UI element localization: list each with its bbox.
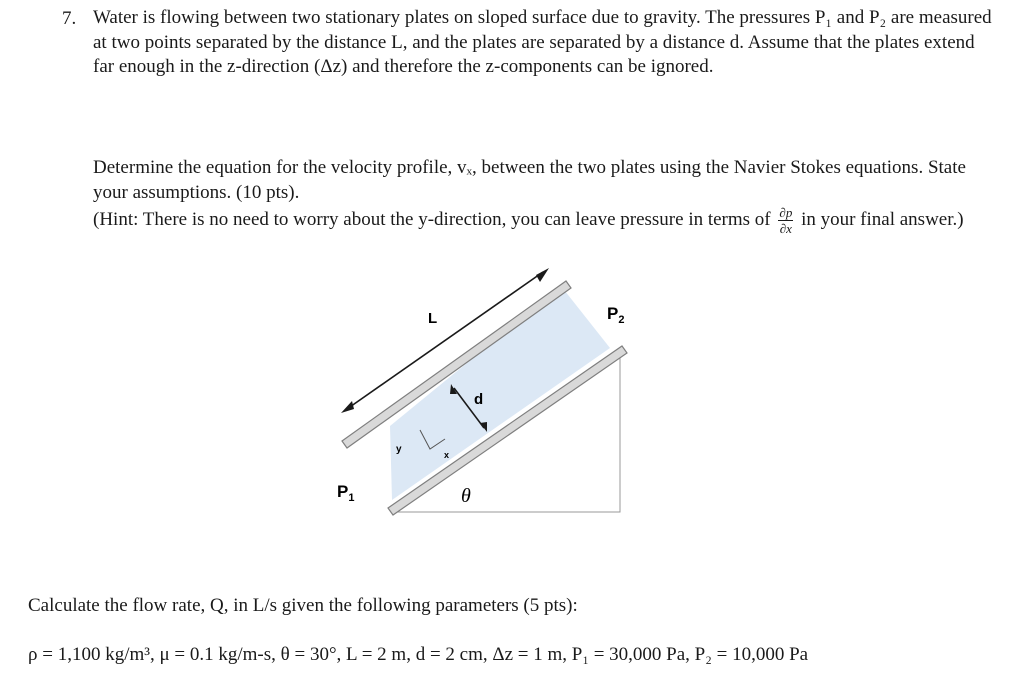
label-y-axis: y [396, 444, 402, 455]
dp-dx-denominator: ∂x [779, 221, 792, 237]
dp-dx-numerator: ∂p [779, 205, 793, 221]
problem-statement: Water is flowing between two stationary plates on sloped surface due to gravity. The pressures P₁ and P₂ are measured at two points separated by the distance L, and the plates are separated by a distance d. Assume that the plates extend far enough in the z-direction (Δz) and therefore the z-components can be ignored. [93, 7, 992, 77]
label-p2-letter: P [607, 304, 619, 323]
length-arrowhead-upper [536, 268, 549, 282]
label-theta: θ [461, 485, 471, 507]
label-x-axis: x [444, 450, 450, 460]
label-p2 [607, 304, 624, 326]
inclined-plates-diagram [0, 260, 1024, 520]
question-number: 7. [62, 8, 77, 29]
length-arrowhead-lower [341, 401, 354, 413]
label-p1 [337, 482, 354, 504]
label-gap: d [474, 391, 484, 408]
hint-text-before: (Hint: There is no need to worry about the y-direction, you can leave pressure in terms of [93, 209, 771, 230]
hint-text [93, 206, 993, 235]
label-p1-subscript: 1 [348, 492, 355, 504]
dp-dx-fraction [778, 206, 793, 235]
hint-text-after: in your final answer.) [801, 209, 964, 230]
label-p2-subscript: 2 [618, 314, 625, 326]
label-p1-letter: P [337, 482, 349, 501]
label-length: L [428, 310, 438, 327]
given-parameters: ρ = 1,100 kg/m³, μ = 0.1 kg/m-s, θ = 30°, L = 2 m, d = 2 cm, Δz = 1 m, P₁ = 30,000 Pa, P₂ = 10,000 Pa [28, 644, 809, 665]
velocity-profile-task: Determine the equation for the velocity profile, vₓ, between the two plates using the Navier Stokes equations. State your assumptions. (10 pts). [93, 157, 966, 203]
flow-rate-prompt: Calculate the flow rate, Q, in L/s given the following parameters (5 pts): [28, 595, 578, 616]
